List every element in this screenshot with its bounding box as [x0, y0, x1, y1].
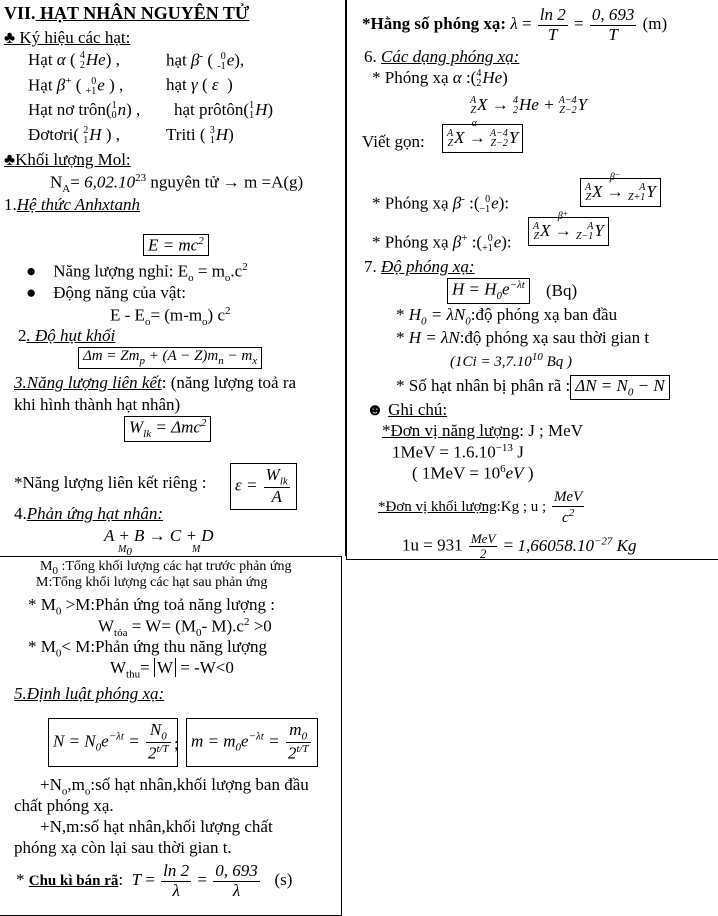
alpha-equation: A Z X → 4 2 He + A−4 Z−2 Y: [470, 95, 588, 117]
particle-beta-plus: Hạt β+ ( 0 +1 e ) ,: [28, 75, 124, 97]
binding-formula: $W_{lk} = \Delta mc^2$: [124, 416, 211, 442]
decay-separator: ;: [174, 734, 179, 753]
m0-description: $M_0$ :Tổng khối lượng các hạt trước phản ứng: [40, 559, 292, 577]
avogadro-line: $N_A= 6,02.10^{23}$ nguyên tử → m =A(g): [50, 172, 304, 196]
reaction-m-label: M: [192, 544, 201, 555]
alpha-short-equation: A Z X → α A−4 Z−2 Y: [442, 124, 523, 153]
decayed-count-line: * Số hạt nhân bị phân rã : $\Delta N = N_0 - N$: [396, 375, 670, 400]
remaining-desc-1: +N,m:số hạt nhân,khối lượng chất: [40, 817, 273, 836]
decay-n-formula: $N = N_0e^{-\lambda t}$ = $\frac{N_0}{2^{t/T}}$: [48, 718, 178, 767]
symbols-title: ♣ Ký hiệu các hạt:: [4, 28, 131, 47]
curie-line: ($1Ci = 3,7.10^{10}$ Bq ): [450, 351, 572, 370]
beta-plus-equation: A Z X → β⁺ A Z−1 Y: [528, 217, 609, 246]
activity-formula: $H = H_0e^{-\lambda t}$: [447, 278, 530, 304]
particle-deuterium: Đơtơri( 2 1 H ) ,: [28, 125, 120, 147]
mass-defect-formula: $\Delta m = Zm_p + (A - Z)m_n - m_x$: [78, 347, 262, 369]
section-heading: VII. HẠT NHÂN NGUYÊN TỬ: [4, 3, 250, 23]
note-title: ☻ Ghi chú:: [366, 400, 448, 419]
mev-ev-line: ( $1MeV = 10^6eV$ ): [412, 463, 534, 483]
half-life-line: * Chu kì bán rã: T = $\frac{\ln 2}{\lambda}$ = $\frac{0, 693}{\lambda}$ (s): [16, 861, 293, 900]
particle-neutron: Hạt nơ trôn( 1 0 n) ,: [28, 100, 141, 122]
remaining-desc-2: phóng xạ còn lại sau thời gian t.: [14, 838, 232, 857]
particle-gamma: hạt γ ( ε ): [166, 75, 233, 94]
m-description: M:Tổng khối lượng các hạt sau phản ứng: [36, 575, 268, 590]
beta-minus-equation: A Z X → β⁻ A Z+1 Y: [580, 178, 661, 207]
reaction-m0-label: $M_0$: [118, 544, 132, 558]
particle-beta-minus: hạt β- ( 0 -1 e),: [166, 50, 245, 72]
types-title: 6. Các dạng phóng xạ:: [364, 47, 520, 66]
initial-desc-1: $+N_o,m_o:số$ hạt nhân,khối lượng ban đầu: [40, 775, 309, 798]
activity-unit: (Bq): [546, 281, 578, 300]
einstein-title: 1.Hệ thức Anhxtanh: [4, 195, 140, 214]
h0-description: * $H_0$ = $\lambda N_0:độ$ phóng xạ ban đầu: [396, 305, 618, 328]
decay-law-title: 5.Định luật phóng xạ:: [14, 684, 165, 703]
activity-title: 7. Độ phóng xạ:: [364, 257, 475, 276]
particle-alpha: Hạt α ( 4 2 He) ,: [28, 50, 120, 72]
beta-plus-label: * Phóng xạ β+ :( 0 +1 e):: [372, 232, 512, 254]
reaction-formula: A + B → C + D: [104, 526, 214, 545]
h-description: * H = λN:độ phóng xạ sau thời gian t: [396, 328, 650, 347]
binding-desc: khi hình thành hạt nhân): [14, 395, 181, 414]
specific-binding-label: *Năng lượng liên kết riêng :: [14, 473, 207, 492]
beta-minus-label: * Phóng xạ β- :( 0 −1 e):: [372, 193, 510, 215]
short-label: Viết gọn:: [362, 132, 425, 151]
mass-unit-line: *Đơn vị khối lượng:Kg ; u ; $\frac{\text{MeV}}{c^2}$: [378, 489, 583, 526]
reaction-title: 4.Phản ứng hạt nhân:: [14, 504, 164, 523]
initial-desc-2: chất phóng xạ.: [14, 796, 114, 815]
kinetic-title-item: ● Động năng của vật:: [26, 283, 186, 302]
mass-defect-title: 2. Độ hụt khối: [18, 326, 116, 345]
endo-formula: $W_{thu}= W = -W<0$: [110, 658, 234, 681]
mol-title: ♣Khối lượng Mol:: [4, 150, 131, 169]
kinetic-formula: $E - E_o= (m-m_o)$ $c^2$: [110, 305, 231, 329]
alpha-label: * Phóng xạ α :( 4 2 He): [372, 68, 508, 90]
binding-title: 3.Năng lượng liên kết: (năng lượng toả ra: [14, 373, 297, 392]
heading-text: HẠT NHÂN NGUYÊN TỬ: [35, 3, 250, 23]
exo-formula: $W_{tỏa} = W= (M_0-$ $M).c^2 >0$: [98, 616, 272, 640]
particle-proton: hạt prôtôn( 1 1 H): [174, 100, 274, 122]
rest-energy-item: ● Năng lượng nghỉ: $E_o = m_o.c^2$: [26, 261, 248, 285]
particle-tritium: Triti ( 3 1 H): [166, 125, 234, 147]
mev-joule-line: $1MeV = 1.6.10^{-13}$ J: [392, 442, 524, 462]
amu-line: 1u = 931 $\frac{\text{MeV}}{2}$ = $1,66058.10^{-27}$ Kg: [402, 531, 637, 562]
exo-title: * $M_0$ >M:Phản ứng toả năng lượng :: [28, 595, 275, 618]
energy-unit-line: *Đơn vị năng lượng: J ; MeV: [382, 421, 583, 440]
specific-binding-formula: ε = $\frac{W_{lk}}{A}$: [230, 463, 297, 510]
decay-constant-line: *Hằng số phóng xạ: λ = $\frac{\ln 2}{T}$ = $\frac{0, 693}{T}$ (m): [362, 5, 668, 44]
endo-title: * $M_0<$ M:Phản ứng thu năng lượng: [28, 637, 267, 660]
einstein-formula: $E = mc^2$: [143, 234, 209, 256]
decay-m-formula: $m = m_0e^{-\lambda t}$ = $\frac{m_0}{2^{t/T}}$: [186, 718, 318, 767]
